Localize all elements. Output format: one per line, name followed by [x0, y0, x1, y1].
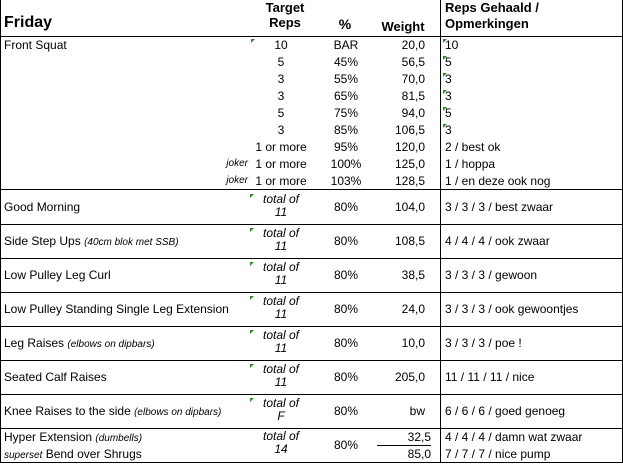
comment-marker-icon: [443, 56, 447, 60]
comment-marker-icon: [443, 73, 447, 77]
percent-value: 80%: [333, 268, 359, 282]
percent-value: 80%: [333, 302, 359, 316]
target-total: total of 14: [262, 429, 300, 456]
comment: 3: [445, 72, 452, 86]
target-reps: 5: [277, 106, 285, 120]
target-reps: 3: [277, 123, 285, 137]
weight-value-superset: 85,0: [407, 447, 431, 461]
comment: 1 / en deze ook nog: [445, 174, 551, 188]
comment: 3 / 3 / 3 / ook gewoontjes: [445, 302, 579, 316]
weight-value: 70,0: [401, 72, 425, 86]
target-total: total of 11: [262, 328, 300, 355]
exercise-name: Leg Raises (elbows on dipbars): [4, 336, 155, 350]
weight-value: bw: [409, 404, 425, 418]
comment-marker-icon: [250, 330, 254, 334]
exercise-name: Seated Calf Raises: [4, 370, 107, 384]
header-target-reps: Target Reps: [265, 0, 305, 30]
weight-value: 120,0: [394, 140, 425, 154]
row-border: [0, 224, 623, 225]
comment: 11 / 11 / 11 / nice: [445, 370, 535, 384]
weight-value: 10,0: [401, 336, 425, 350]
target-total: total of F: [262, 396, 300, 423]
weight-value: 81,5: [401, 89, 425, 103]
exercise-name: Low Pulley Standing Single Leg Extension: [4, 302, 229, 316]
weight-value: 104,0: [394, 200, 425, 214]
comment: 3: [445, 89, 452, 103]
comment-marker-icon: [250, 296, 254, 300]
percent-value: 80%: [333, 200, 359, 214]
target-reps: 1 or more: [255, 157, 307, 171]
comment-marker-icon: [250, 364, 254, 368]
row-border: [0, 258, 623, 259]
percent-value: 75%: [333, 106, 359, 120]
weight-value: 108,5: [394, 234, 425, 248]
joker-label: joker: [226, 175, 248, 186]
target-total: total of 11: [262, 362, 300, 389]
comment-marker-icon: [250, 398, 254, 402]
comment: 3 / 3 / 3 / best zwaar: [445, 200, 554, 214]
weight-value: 106,5: [394, 123, 425, 137]
comment: 10: [445, 38, 459, 52]
weight-value: 56,5: [401, 55, 425, 69]
target-reps: 3: [277, 89, 285, 103]
target-total: total of 11: [262, 260, 300, 287]
header-weight: Weight: [381, 19, 425, 34]
weight-value: 94,0: [401, 106, 425, 120]
comment: 2 / best ok: [445, 140, 501, 154]
weight-value: 125,0: [394, 157, 425, 171]
comment: 3 / 3 / 3 / gewoon: [445, 268, 538, 282]
comment: 3 / 3 / 3 / poe !: [445, 336, 522, 350]
target-total: total of 11: [262, 226, 300, 253]
percent-value: 85%: [333, 123, 359, 137]
exercise-name: Front Squat: [4, 38, 67, 52]
comment: 5: [445, 106, 452, 120]
comment: 6 / 6 / 6 / goed genoeg: [445, 404, 566, 418]
joker-label: joker: [226, 158, 248, 169]
weight-value: 205,0: [394, 370, 425, 384]
percent-value: 80%: [333, 336, 359, 350]
header-percent: %: [338, 16, 352, 32]
exercise-name: Knee Raises to the side (elbows on dipbars): [4, 404, 222, 418]
exercise-name: Good Morning: [4, 200, 81, 214]
weight-value: 128,5: [394, 174, 425, 188]
comment-marker-icon: [251, 39, 255, 43]
percent-value: 45%: [333, 55, 359, 69]
percent-value: 55%: [333, 72, 359, 86]
comment-marker-icon: [250, 228, 254, 232]
target-reps: 5: [277, 55, 285, 69]
comment-marker-icon: [443, 107, 447, 111]
exercise-name-superset: superset Bend over Shrugs: [4, 447, 142, 461]
target-total: total of 11: [262, 192, 300, 219]
percent-value: 95%: [333, 140, 359, 154]
weight-value: 38,5: [401, 268, 425, 282]
percent-value: 80%: [333, 404, 359, 418]
comment: 4 / 4 / 4 / ook zwaar: [445, 234, 550, 248]
comment-marker-icon: [250, 262, 254, 266]
weight-value: 32,5: [377, 429, 431, 446]
target-reps: 1 or more: [255, 174, 307, 188]
exercise-name: Hyper Extension (dumbells): [4, 430, 143, 444]
comment-marker-icon: [443, 90, 447, 94]
row-border: [0, 292, 623, 293]
exercise-name: Low Pulley Leg Curl: [4, 268, 111, 282]
percent-value: 80%: [333, 370, 359, 384]
percent-value: 100%: [330, 157, 362, 171]
percent-value: BAR: [333, 38, 359, 52]
target-reps: 10: [274, 38, 288, 52]
comment-marker-icon: [250, 194, 254, 198]
comment: 5: [445, 55, 452, 69]
percent-value: 65%: [333, 89, 359, 103]
comment: 3: [445, 123, 452, 137]
day-title: Friday: [4, 14, 53, 31]
target-reps: 1 or more: [255, 140, 307, 154]
percent-value: 103%: [330, 174, 362, 188]
header-comments: Reps Gehaald / Opmerkingen: [445, 0, 539, 31]
row-border: [0, 360, 623, 361]
row-border: [0, 189, 623, 190]
row-border: [0, 326, 623, 327]
percent-value: 80%: [333, 234, 359, 248]
comment-marker-icon: [443, 39, 447, 43]
row-border: [0, 394, 623, 395]
weight-value: 20,0: [401, 38, 425, 52]
comment-marker-icon: [443, 124, 447, 128]
comment-superset: 7 / 7 / 7 / nice pump: [445, 447, 551, 461]
target-total: total of 11: [262, 294, 300, 321]
weight-value: 24,0: [401, 302, 425, 316]
comment: 1 / hoppa: [445, 157, 496, 171]
percent-value: 80%: [333, 438, 359, 452]
exercise-name: Side Step Ups (40cm blok met SSB): [4, 234, 179, 248]
comment: 4 / 4 / 4 / damn wat zwaar: [445, 430, 583, 444]
target-reps: 3: [277, 72, 285, 86]
